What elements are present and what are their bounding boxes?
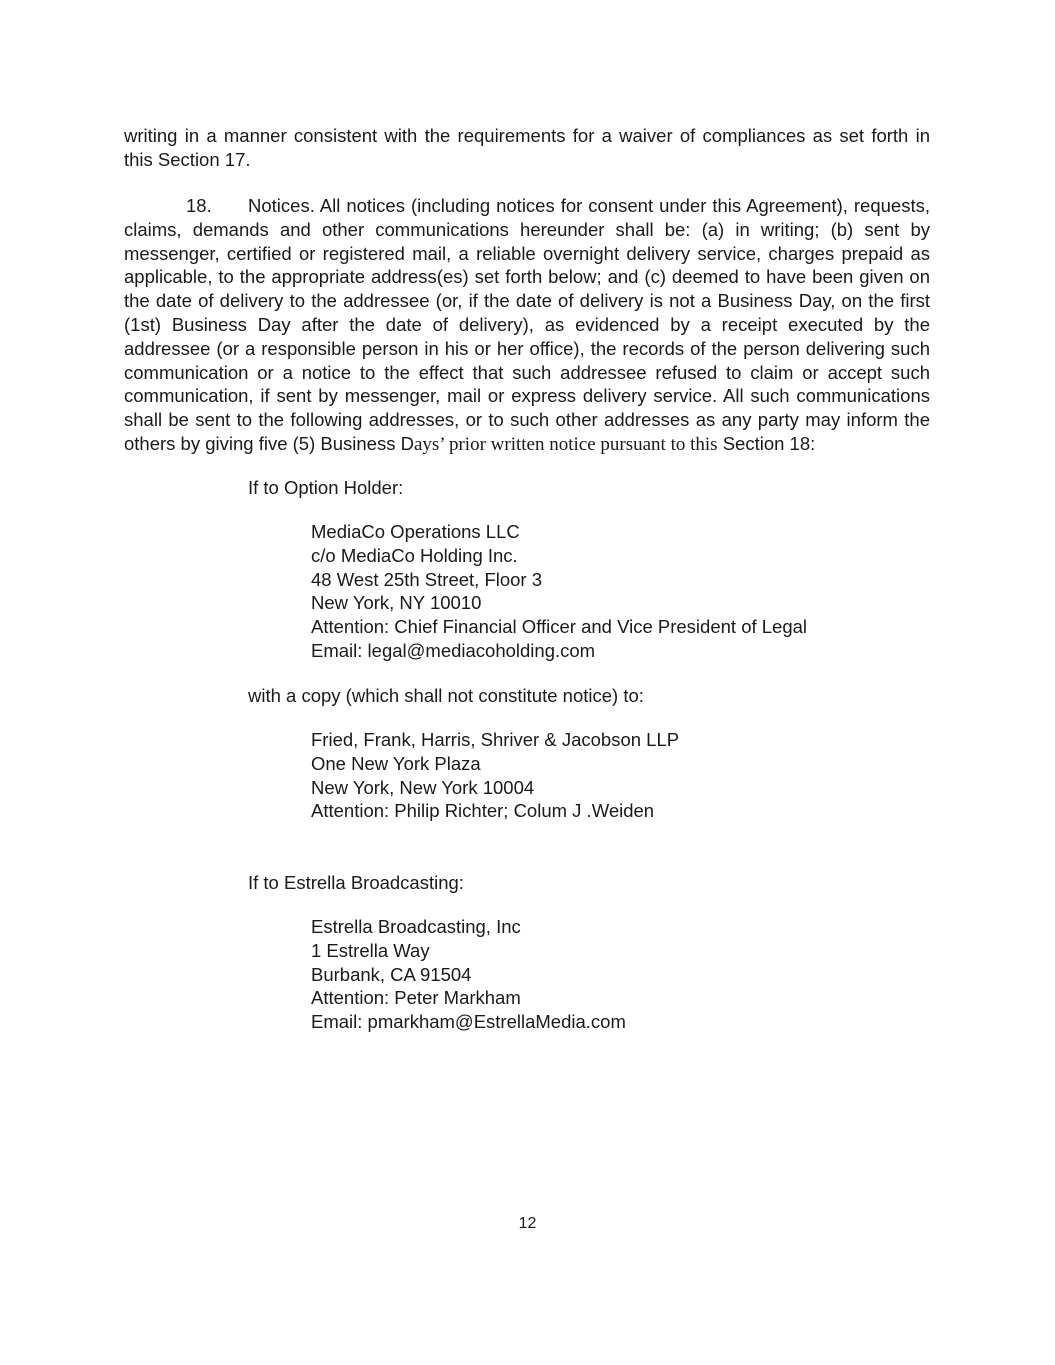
address-line: Burbank, CA 91504 — [311, 963, 472, 985]
address-line: New York, New York 10004 — [311, 776, 535, 798]
notices-body-text: Notices. All notices (including notices for consent under this Agreement), requests, claims, demands and other communications hereunder shall be: (a) in writing; (b) sent by messenger, certified or registered mail, a reliable overnight delivery service, charges prepaid as applicable, to the appropriate address(es) set forth below; and (c) deemed to have been given on the date of delivery to the addressee (or, if the date of delivery is not a Business Day, on the first (1st) Business Day after the date of delivery), as evidenced by a receipt executed by the addressee (or a responsible person in his or her office), the records of the person delivering such communication or a notice to the effect that such addressee refused to claim or accept such communication, if sent by messenger, mail or express delivery service. All such communications shall be sent to the following addresses, or to such other addresses as any party may inform the others by giving five (5) Business D — [124, 195, 930, 454]
option-holder-address — [311, 520, 807, 663]
address-line: New York, NY 10010 — [311, 592, 482, 614]
address-line: Attention: Peter Markham — [311, 987, 521, 1009]
copy-to-address — [311, 728, 679, 823]
copy-to-label: with a copy (which shall not constitute notice) to: — [248, 685, 644, 706]
address-line: Attention: Chief Financial Officer and Vice President of Legal — [311, 616, 808, 638]
estrella-address — [311, 915, 626, 1034]
address-line: 48 West 25th Street, Floor 3 — [311, 568, 543, 590]
estrella-label: If to Estrella Broadcasting: — [248, 872, 464, 893]
notices-paragraph — [124, 194, 930, 457]
section-number: 18. — [186, 195, 212, 216]
address-line: 1 Estrella Way — [311, 939, 430, 961]
email-line: Email: pmarkham@EstrellaMedia.com — [311, 1011, 626, 1033]
option-holder-label: If to Option Holder: — [248, 477, 404, 498]
address-line: c/o MediaCo Holding Inc. — [311, 544, 518, 566]
address-line: Fried, Frank, Harris, Shriver & Jacobson LLP — [311, 729, 680, 750]
page-number: 12 — [518, 1215, 537, 1232]
notices-body-end: Section 18: — [717, 432, 816, 454]
address-line: One New York Plaza — [311, 752, 481, 774]
continuation-paragraph: writing in a manner consistent with the requirements for a waiver of compliances as set forth in this Section 17. — [124, 125, 930, 170]
address-line: MediaCo Operations LLC — [311, 521, 520, 542]
email-line: Email: legal@mediacoholding.com — [311, 639, 596, 661]
address-line: Estrella Broadcasting, Inc — [311, 916, 521, 937]
notices-body-serif-text: ays’ prior written notice pursuant to this — [413, 433, 718, 455]
address-line: Attention: Philip Richter; Colum J .Weiden — [311, 800, 655, 822]
